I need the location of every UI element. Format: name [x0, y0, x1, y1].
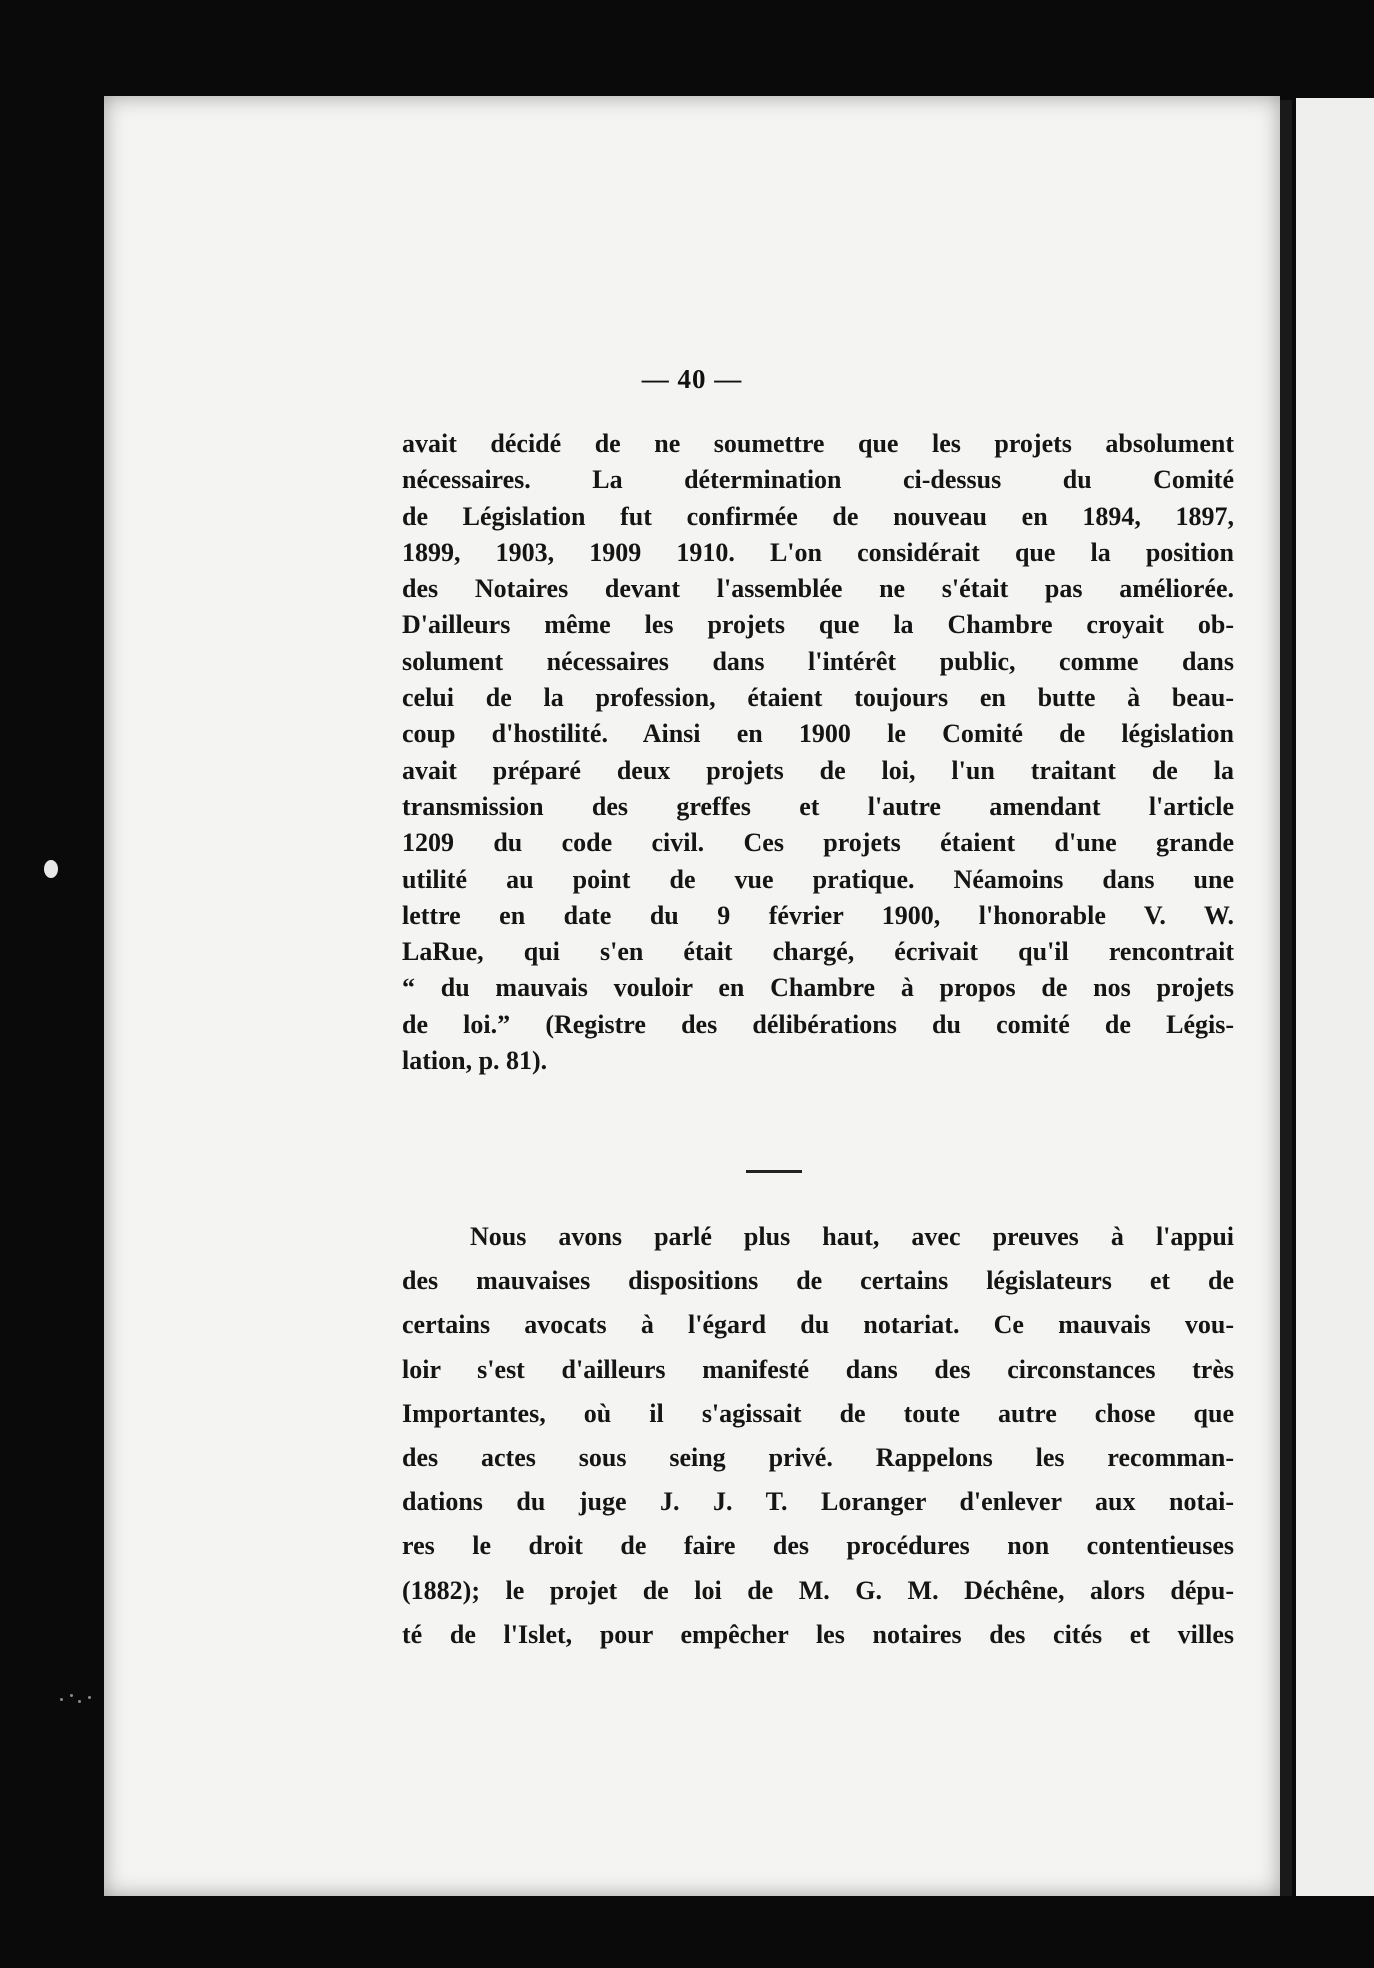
text-line: (1882); le projet de loi de M. G. M. Déchêne, alors dépu-: [402, 1575, 1234, 1605]
text-line: certains avocats à l'égard du notariat. Ce mauvais vou-: [402, 1310, 1234, 1340]
speck: [78, 1700, 81, 1703]
page-edge: [1280, 100, 1292, 1896]
page-number: — 40 —: [641, 364, 743, 394]
text-line: LaRue, qui s'en était chargé, écrivait qu'il rencontrait: [402, 937, 1234, 967]
text-line: Importantes, où il s'agissait de toute autre chose que: [402, 1398, 1234, 1428]
text-line: nécessaires. La détermination ci-dessus du Comité: [402, 465, 1234, 495]
text-line: coup d'hostilité. Ainsi en 1900 le Comité de législation: [402, 719, 1234, 749]
text-line: avait décidé de ne soumettre que les projets absolument: [402, 429, 1234, 458]
text-line: avait préparé deux projets de loi, l'un traitant de la: [402, 755, 1234, 785]
text-line: té de l'Islet, pour empêcher les notaires des cités et villes: [402, 1619, 1234, 1649]
text-line: res le droit de faire des procédures non contentieuses: [402, 1531, 1234, 1561]
text-line: celui de la profession, étaient toujours en butte à beau-: [402, 683, 1234, 713]
section-divider: [746, 1170, 802, 1173]
text-line: “ du mauvais vouloir en Chambre à propos de nos projets: [402, 973, 1234, 1003]
adjacent-page-strip: [1296, 98, 1374, 1896]
text-line: D'ailleurs même les projets que la Chambre croyait ob-: [402, 610, 1234, 640]
text-line: loir s'est d'ailleurs manifesté dans des circonstances très: [402, 1354, 1234, 1384]
paragraph-2: [402, 1215, 1234, 1657]
text-line: 1209 du code civil. Ces projets étaient d'une grande: [402, 828, 1234, 858]
scan-blemish: [44, 860, 58, 878]
document-page: [104, 96, 1280, 1896]
speck: [88, 1696, 91, 1699]
text-line: dations du juge J. J. T. Loranger d'enlever aux notai-: [402, 1487, 1234, 1517]
text-line: des mauvaises dispositions de certains législateurs et de: [402, 1266, 1234, 1296]
text-line: solument nécessaires dans l'intérêt public, comme dans: [402, 646, 1234, 676]
text-line: lation, p. 81).: [402, 1046, 548, 1076]
text-line: lettre en date du 9 février 1900, l'honorable V. W.: [402, 900, 1234, 930]
text-line: de loi.” (Registre des délibérations du comité de Légis-: [402, 1009, 1234, 1039]
speck: [60, 1698, 63, 1701]
paragraph-1: [402, 426, 1234, 1079]
text-line: des Notaires devant l'assemblée ne s'était pas améliorée.: [402, 574, 1234, 604]
scan-specks: [58, 1690, 98, 1710]
text-line: transmission des greffes et l'autre amendant l'article: [402, 791, 1234, 821]
text-line: des actes sous seing privé. Rappelons les recomman-: [402, 1442, 1234, 1472]
text-line: 1899, 1903, 1909 1910. L'on considérait que la position: [402, 537, 1234, 567]
text-line: Nous avons parlé plus haut, avec preuves à l'appui: [470, 1222, 1234, 1251]
text-line: utilité au point de vue pratique. Néamoins dans une: [402, 864, 1234, 894]
speck: [70, 1694, 73, 1697]
text-line: de Législation fut confirmée de nouveau en 1894, 1897,: [402, 501, 1234, 531]
